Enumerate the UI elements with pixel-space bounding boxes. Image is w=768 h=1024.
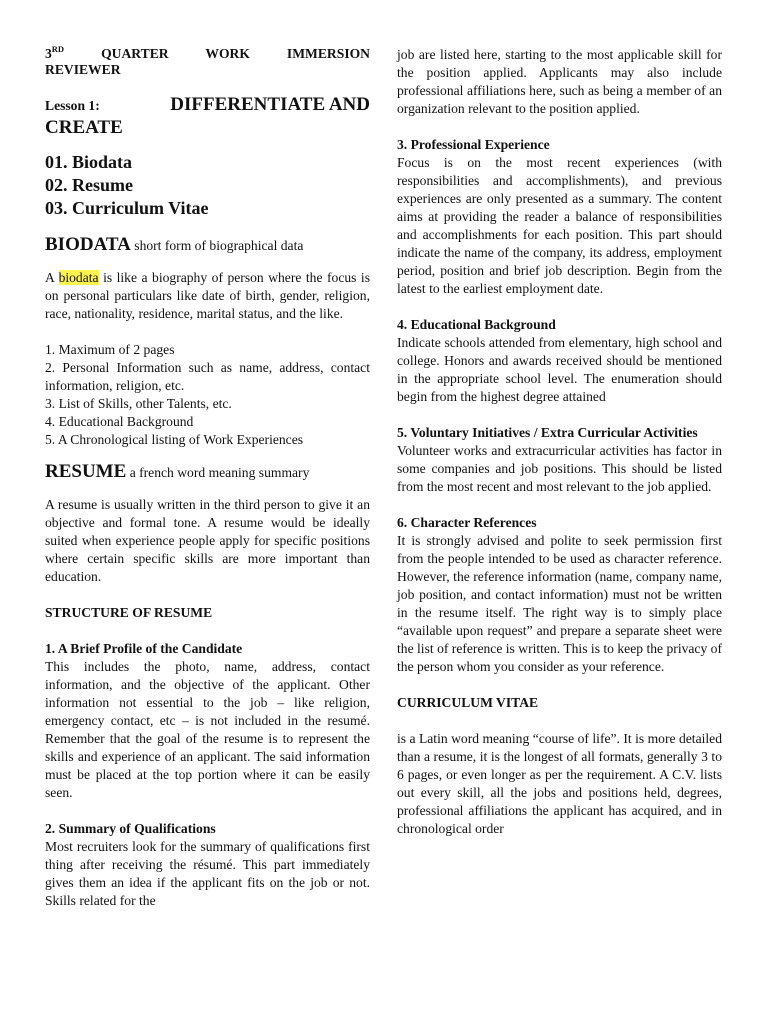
biodata-term-definition: short form of biographical data [130, 238, 304, 253]
document-types-list [45, 151, 370, 220]
section-body: Indicate schools attended from elementary, high school and college. Honors and awards received should be mentioned in the appropriate school level. The enumeration should begin from the highest degree attained [397, 335, 722, 404]
list-item: 5. A Chronological listing of Work Experiences [45, 432, 304, 447]
title-superscript: RD [51, 44, 65, 54]
document-title [45, 46, 370, 62]
section-heading: 3. Professional Experience [397, 137, 550, 152]
lesson-title-part1: DIFFERENTIATE AND [170, 94, 370, 115]
list-item: 3. List of Skills, other Talents, etc. [45, 396, 232, 411]
resume-definition [45, 461, 370, 484]
document-title-line2: REVIEWER [45, 62, 121, 77]
section-heading: 6. Character References [397, 515, 537, 530]
highlighted-word: biodata [58, 270, 99, 285]
structure-heading: STRUCTURE OF RESUME [45, 605, 213, 620]
lesson-heading [45, 94, 370, 139]
biodata-intro: A biodata is like a biography of person where the focus is on personal particulars like date of birth, gender, religion, race, nationality, residence, marital status, and the like. [45, 270, 370, 321]
lesson-prefix: Lesson 1: [45, 98, 100, 113]
type-item: 01. Biodata [45, 152, 133, 172]
section-body: Most recruiters look for the summary of qualifications first thing after receiving the résumé. This part immediately gives them an idea if the applicant fits on the job or not. Skills related for the [45, 839, 370, 908]
section-body: This includes the photo, name, address, contact information, and the objective of the applicant. Other information not essential to the job – like religion, emergency contact, etc – is not included in the resumé. Remember that the goal of the resume is to represent the skills and experience of an applicant. The said information must be placed at the top portion where it can be easily seen. [45, 659, 370, 800]
title-text: QUARTER WORK IMMERSION [101, 46, 370, 61]
section-heading: 2. Summary of Qualifications [45, 821, 216, 836]
type-item: 02. Resume [45, 175, 133, 195]
biodata-definition [45, 234, 370, 257]
biodata-term: BIODATA [45, 234, 131, 255]
type-item: 03. Curriculum Vitae [45, 198, 209, 218]
resume-intro: A resume is usually written in the third person to give it an objective and formal tone. A resume would be ideally suited when experience people apply for specific positions where certain specific skills are more important than education. [45, 497, 370, 584]
list-item: 1. Maximum of 2 pages [45, 342, 175, 357]
list-item: 2. Personal Information such as name, address, contact information, religion, etc. [45, 360, 370, 393]
cv-body: is a Latin word meaning “course of life”. It is more detailed than a resume, it is the longest of all formats, generally 3 to 6 pages, or even longer as per the requirement. A C.V. lists out every skill, all the jobs and positions held, degrees, professional affiliations the applicant has acquired, and in chronological order [397, 731, 722, 836]
lesson-title-part2: CREATE [45, 117, 123, 138]
section-body: Volunteer works and extracurricular activities has factor in some companies and job positions. This should be listed from the most recent and most relevant to the job applied. [397, 443, 722, 494]
section-heading: 1. A Brief Profile of the Candidate [45, 641, 243, 656]
resume-term-definition: a french word meaning summary [126, 465, 310, 480]
right-column [397, 46, 722, 838]
left-column [45, 46, 370, 910]
section-heading: 5. Voluntary Initiatives / Extra Curricular Activities [397, 425, 698, 440]
section-heading: 4. Educational Background [397, 317, 556, 332]
list-item: 4. Educational Background [45, 414, 194, 429]
section-body: It is strongly advised and polite to seek permission first from the people intended to be used as character reference. However, the reference information (name, company name, job position, and contact information) must not be written in the resume itself. The right way is to simply place “available upon request” and prepare a separate sheet were the list of reference is written. This is to keep the privacy of the person whom you consider as your reference. [397, 533, 722, 674]
cv-heading: CURRICULUM VITAE [397, 695, 539, 710]
section-body: Focus is on the most recent experiences (with responsibilities and accomplishments), and previous experiences are only presented as a summary. The content aims at providing the reader a balance of responsibilities and accomplishments for each position. This part should indicate the name of the company, its address, employment period, position and brief job description. Begin from the latest to the earliest employment date. [397, 155, 722, 296]
biodata-list [45, 341, 370, 449]
resume-term: RESUME [45, 461, 127, 482]
section-body-continued: job are listed here, starting to the most applicable skill for the position applied. Applicants may also include professional affiliations here, such as being a member of an organization relevant to the position applied. [397, 47, 722, 116]
title-number: 3 [45, 46, 52, 61]
